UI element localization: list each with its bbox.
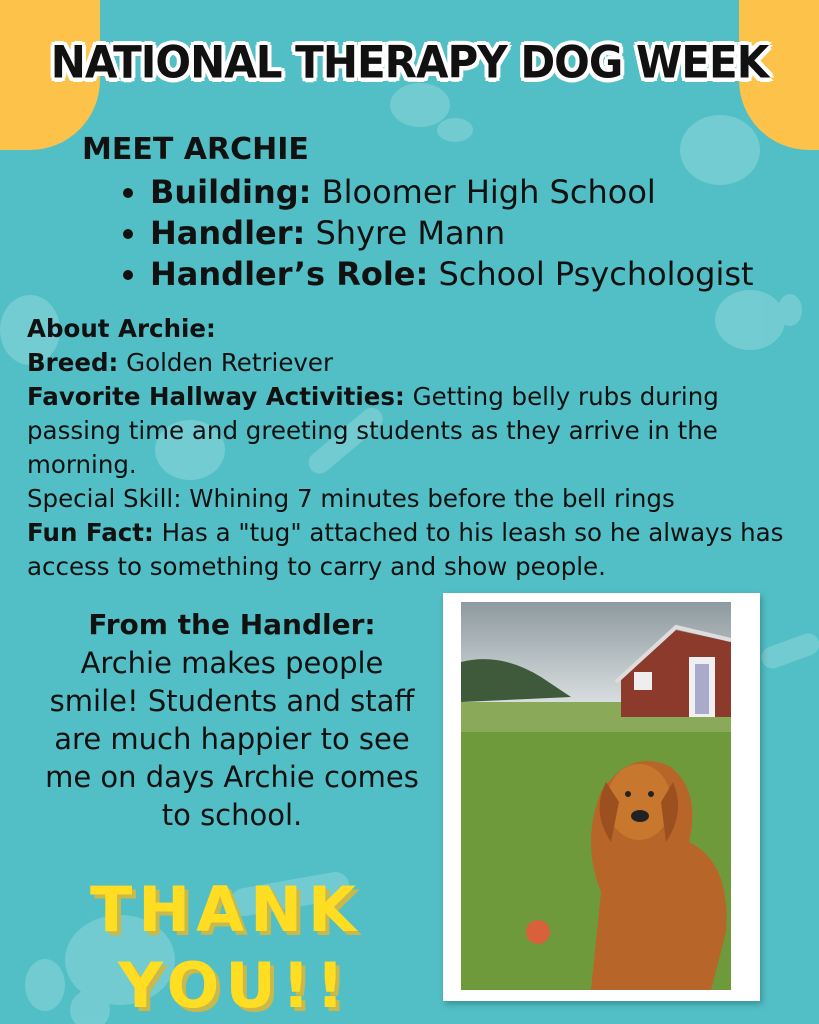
fact-list — [150, 172, 754, 295]
dog-photo — [461, 602, 731, 990]
fact-handler: • Handler: Shyre Mann — [150, 213, 754, 254]
handler-quote — [22, 606, 442, 834]
about-heading: About Archie: — [27, 314, 216, 343]
meet-heading: MEET ARCHIE — [82, 132, 309, 167]
thank-you-text: THANK YOU!! — [90, 873, 363, 1022]
breed: Breed: Golden Retriever — [27, 348, 334, 377]
fact-building: • Building: Bloomer High School — [150, 172, 754, 213]
handler-text: Archie makes people smile! Students and staff are much happier to see me on days Archie comes to school. — [45, 646, 419, 832]
about-section — [27, 312, 817, 584]
activities: Favorite Hallway Activities: Getting belly rubs during passing time and greeting students as they arrive in the morning. — [27, 382, 719, 479]
fun-fact: Fun Fact: Has a "tug" attached to his leash so he always has access to something to carry and show people. — [27, 518, 784, 581]
fact-role: • Handler’s Role: School Psychologist — [150, 254, 754, 295]
handler-heading: From the Handler: — [88, 608, 376, 641]
page-title: NATIONAL THERAPY DOG WEEK — [50, 36, 769, 89]
special-skill: Special Skill: Whining 7 minutes before the bell rings — [27, 484, 675, 513]
